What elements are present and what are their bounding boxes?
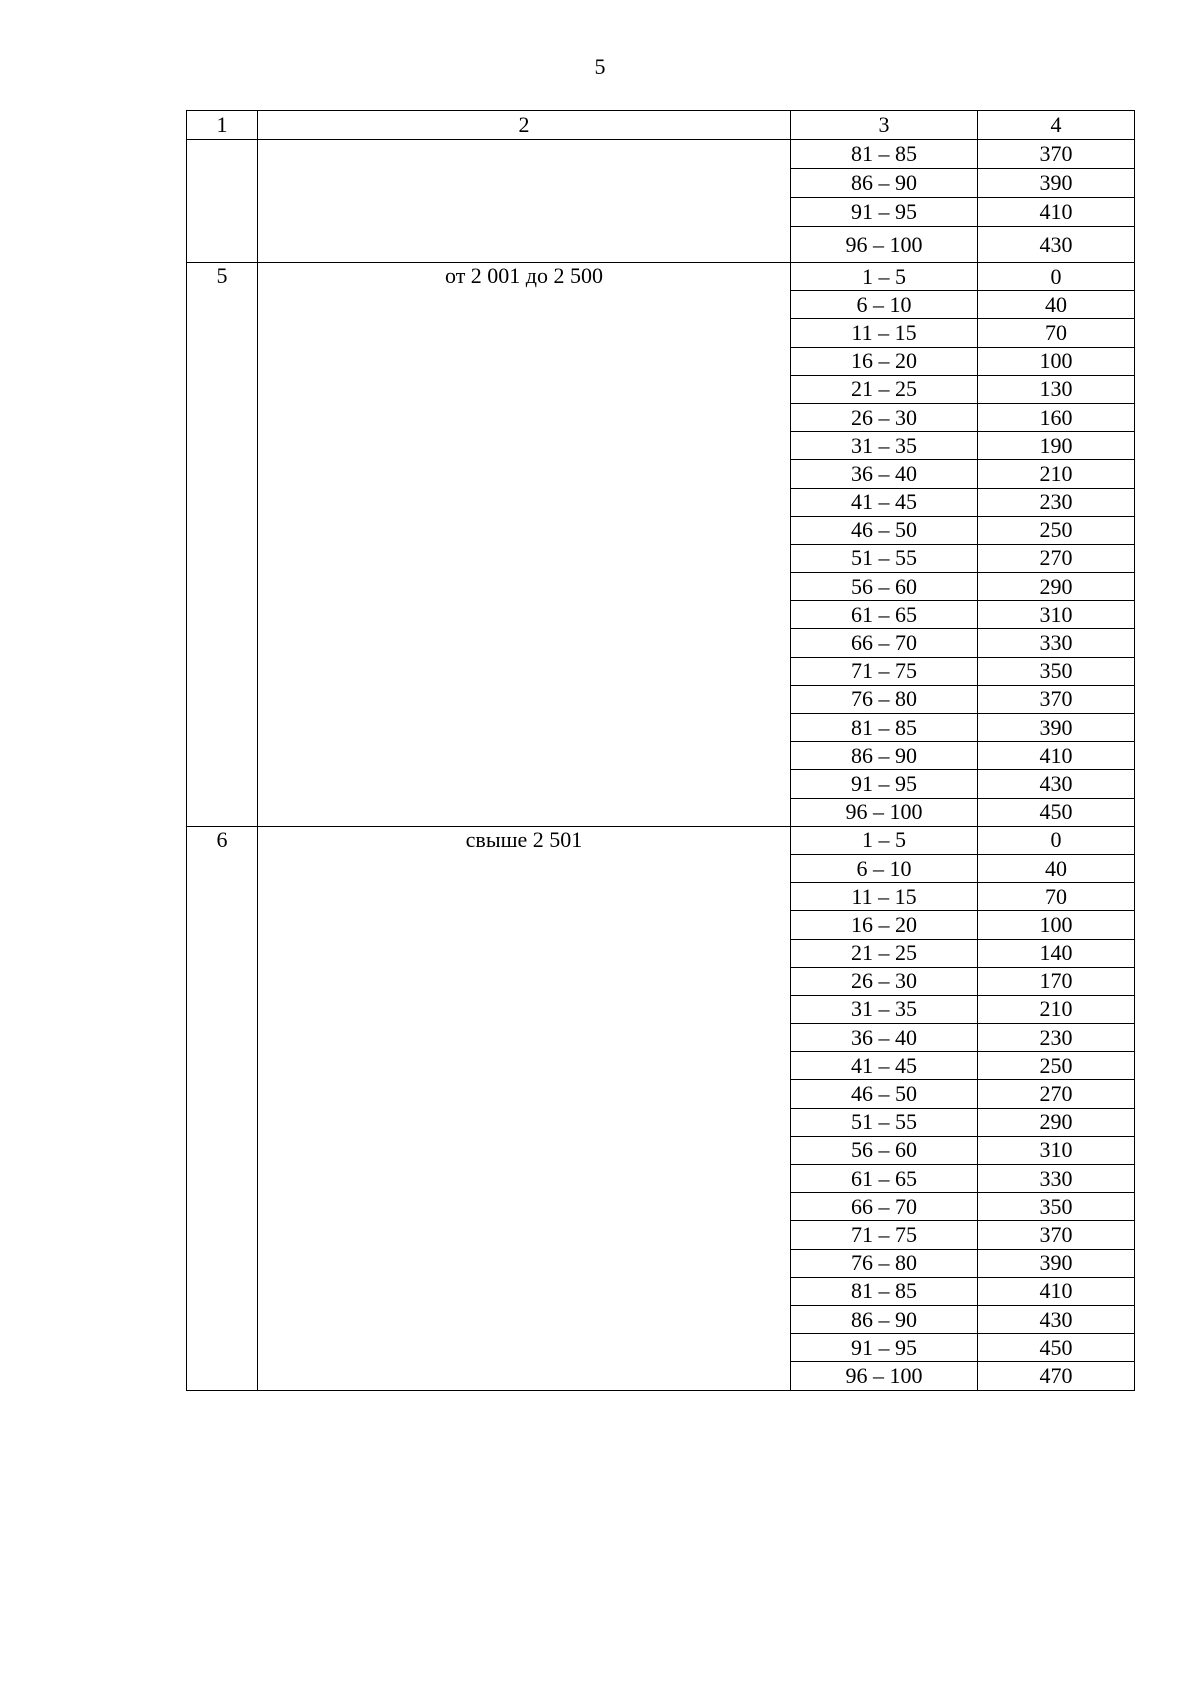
table-row [187, 826, 1135, 854]
table-row [187, 263, 1135, 291]
header-col-4: 4 [978, 111, 1135, 140]
range-cell: 76 – 80 [791, 685, 978, 713]
range-cell: 31 – 35 [791, 995, 978, 1023]
range-cell: 41 – 45 [791, 1052, 978, 1080]
range-cell: 36 – 40 [791, 460, 978, 488]
value-cell: 190 [978, 432, 1135, 460]
range-cell: 86 – 90 [791, 169, 978, 198]
value-cell: 390 [978, 1249, 1135, 1277]
range-cell: 81 – 85 [791, 714, 978, 742]
value-cell: 270 [978, 1080, 1135, 1108]
range-cell: 6 – 10 [791, 291, 978, 319]
range-cell: 61 – 65 [791, 1165, 978, 1193]
value-cell: 410 [978, 198, 1135, 227]
value-cell: 370 [978, 1221, 1135, 1249]
value-cell: 290 [978, 1108, 1135, 1136]
range-cell: 86 – 90 [791, 742, 978, 770]
range-cell: 46 – 50 [791, 1080, 978, 1108]
group-number: 5 [187, 263, 258, 827]
value-cell: 290 [978, 573, 1135, 601]
value-cell: 100 [978, 911, 1135, 939]
group-number [187, 140, 258, 263]
value-cell: 330 [978, 629, 1135, 657]
value-cell: 390 [978, 714, 1135, 742]
range-cell: 36 – 40 [791, 1024, 978, 1052]
page-number: 5 [594, 54, 606, 79]
range-cell: 66 – 70 [791, 629, 978, 657]
header-row [187, 111, 1135, 140]
range-cell: 91 – 95 [791, 198, 978, 227]
range-cell: 51 – 55 [791, 544, 978, 572]
value-cell: 310 [978, 1136, 1135, 1164]
range-cell: 16 – 20 [791, 347, 978, 375]
range-cell: 21 – 25 [791, 375, 978, 403]
table-row [187, 140, 1135, 169]
range-cell: 21 – 25 [791, 939, 978, 967]
rate-table-body [187, 111, 1135, 1391]
value-cell: 70 [978, 319, 1135, 347]
range-cell: 26 – 30 [791, 403, 978, 431]
value-cell: 410 [978, 1277, 1135, 1305]
header-col-2: 2 [258, 111, 791, 140]
range-cell: 71 – 75 [791, 1221, 978, 1249]
value-cell: 310 [978, 601, 1135, 629]
range-cell: 96 – 100 [791, 798, 978, 826]
range-cell: 46 – 50 [791, 516, 978, 544]
range-cell: 16 – 20 [791, 911, 978, 939]
header-col-3: 3 [791, 111, 978, 140]
value-cell: 470 [978, 1362, 1135, 1390]
range-cell: 11 – 15 [791, 883, 978, 911]
value-cell: 210 [978, 460, 1135, 488]
range-cell: 91 – 95 [791, 1334, 978, 1362]
value-cell: 390 [978, 169, 1135, 198]
range-cell: 96 – 100 [791, 1362, 978, 1390]
value-cell: 430 [978, 770, 1135, 798]
value-cell: 0 [978, 263, 1135, 291]
value-cell: 210 [978, 995, 1135, 1023]
range-cell: 31 – 35 [791, 432, 978, 460]
range-cell: 41 – 45 [791, 488, 978, 516]
value-cell: 410 [978, 742, 1135, 770]
value-cell: 0 [978, 826, 1135, 854]
range-cell: 56 – 60 [791, 573, 978, 601]
value-cell: 350 [978, 1193, 1135, 1221]
value-cell: 450 [978, 1334, 1135, 1362]
range-cell: 66 – 70 [791, 1193, 978, 1221]
group-number: 6 [187, 826, 258, 1390]
range-cell: 81 – 85 [791, 1277, 978, 1305]
group-label: свыше 2 501 [258, 826, 791, 1390]
range-cell: 1 – 5 [791, 263, 978, 291]
value-cell: 140 [978, 939, 1135, 967]
range-cell: 26 – 30 [791, 967, 978, 995]
value-cell: 100 [978, 347, 1135, 375]
value-cell: 450 [978, 798, 1135, 826]
value-cell: 250 [978, 1052, 1135, 1080]
range-cell: 51 – 55 [791, 1108, 978, 1136]
value-cell: 130 [978, 375, 1135, 403]
rate-table [186, 110, 1135, 1391]
range-cell: 1 – 5 [791, 826, 978, 854]
value-cell: 350 [978, 657, 1135, 685]
value-cell: 170 [978, 967, 1135, 995]
value-cell: 270 [978, 544, 1135, 572]
value-cell: 40 [978, 291, 1135, 319]
value-cell: 430 [978, 1305, 1135, 1333]
value-cell: 250 [978, 516, 1135, 544]
value-cell: 70 [978, 883, 1135, 911]
range-cell: 11 – 15 [791, 319, 978, 347]
range-cell: 71 – 75 [791, 657, 978, 685]
range-cell: 76 – 80 [791, 1249, 978, 1277]
value-cell: 160 [978, 403, 1135, 431]
value-cell: 370 [978, 140, 1135, 169]
range-cell: 81 – 85 [791, 140, 978, 169]
range-cell: 6 – 10 [791, 854, 978, 882]
value-cell: 40 [978, 854, 1135, 882]
header-col-1: 1 [187, 111, 258, 140]
group-label: от 2 001 до 2 500 [258, 263, 791, 827]
range-cell: 56 – 60 [791, 1136, 978, 1164]
range-cell: 96 – 100 [791, 227, 978, 263]
range-cell: 61 – 65 [791, 601, 978, 629]
group-label [258, 140, 791, 263]
value-cell: 230 [978, 488, 1135, 516]
range-cell: 91 – 95 [791, 770, 978, 798]
value-cell: 370 [978, 685, 1135, 713]
value-cell: 430 [978, 227, 1135, 263]
range-cell: 86 – 90 [791, 1305, 978, 1333]
value-cell: 330 [978, 1165, 1135, 1193]
value-cell: 230 [978, 1024, 1135, 1052]
